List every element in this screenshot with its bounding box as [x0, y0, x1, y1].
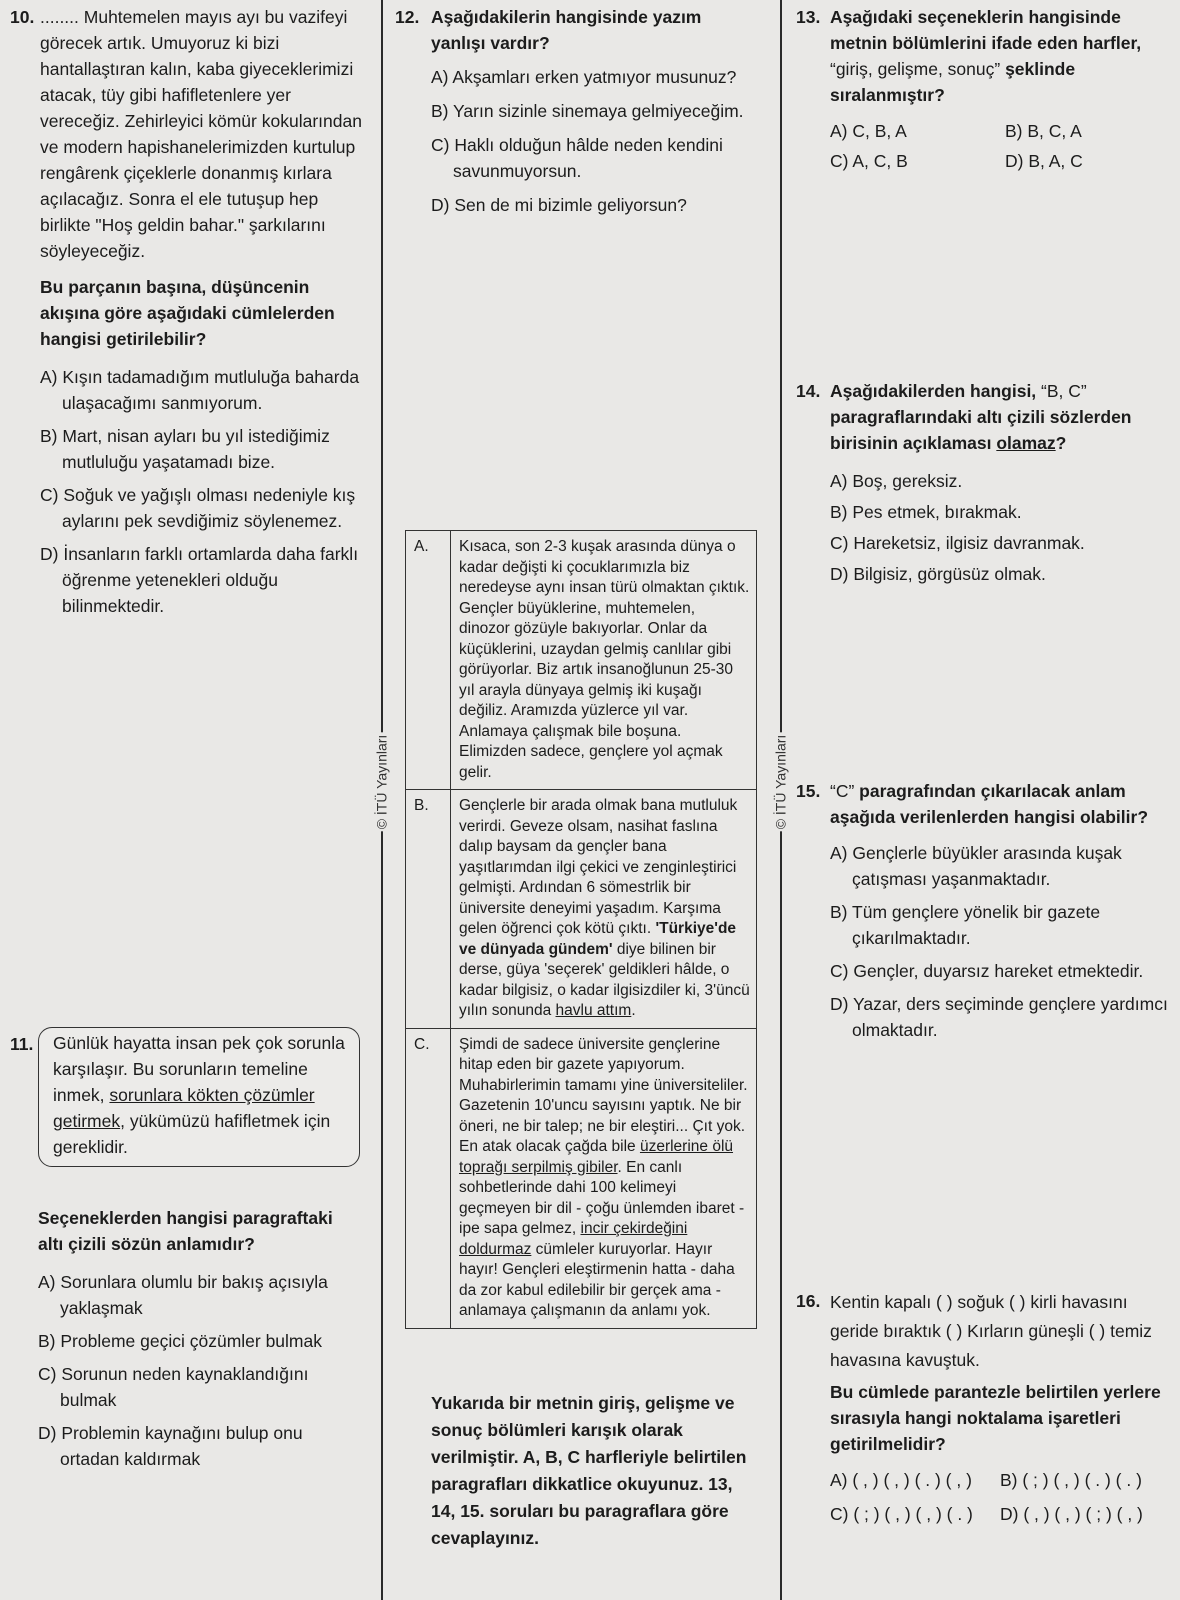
question-stem — [796, 4, 1168, 108]
stem-text: Aşağıdaki seçeneklerin hangisinde metnin bölümlerini ifade eden harfler, — [830, 7, 1142, 53]
question-number: 14. — [796, 381, 821, 401]
option-b[interactable]: B) Probleme geçici çözümler bulmak — [38, 1331, 322, 1351]
stem-text: Aşağıdakilerden hangisi, — [830, 381, 1042, 401]
underlined-phrase: incir çekirdeğini doldurmaz — [459, 1220, 688, 1258]
stem-text: paragraflarındaki altı çizili sözlerden birisinin açıklaması — [830, 407, 1132, 453]
option-a[interactable]: A) Gençlerle büyükler arasında kuşak çatışması yaşanmaktadır. — [830, 843, 1122, 889]
text-segment: cümleler kuruyorlar. Hayır hayır! Gençleri eleştirmenin hatta - daha da zor kabul edilebilir bir gerçek ama - anlamaya çalışmanın da anlamı yok. — [459, 1240, 735, 1319]
option-c[interactable]: C) Sorunun neden kaynaklandığını bulmak — [38, 1364, 309, 1410]
option-c[interactable]: C) Hareketsiz, ilgisiz davranmak. — [830, 533, 1085, 553]
option-a[interactable]: A) C, B, A — [830, 121, 907, 141]
passage-row-c — [406, 1028, 757, 1328]
option-c[interactable]: C) A, C, B — [830, 151, 908, 171]
paragraph-label: C. — [406, 1028, 451, 1328]
question-16 — [796, 1288, 1168, 1527]
question-11 — [10, 1027, 362, 1472]
option-c[interactable]: C) Soğuk ve yağışlı olması nedeniyle kış aylarını pek sevdiğimiz söylenemez. — [40, 485, 356, 531]
option-b[interactable]: B) Yarın sizinle sinemaya gelmiyeceğim. — [431, 101, 744, 121]
text-segment: . En canlı sohbetlerinde dahi 100 kelimeyi geçmeyen bir dil - çoğu ünlemden ibaret - ipe sapa gelmez, — [459, 1158, 745, 1237]
option-a[interactable]: A) ( , ) ( , ) ( . ) ( , ) — [830, 1470, 972, 1490]
passage-box — [38, 1027, 360, 1167]
option-a[interactable]: A) Boş, gereksiz. — [830, 471, 963, 491]
passage-table — [405, 530, 757, 1329]
paragraph-text: Kısaca, son 2-3 kuşak arasında dünya o kadar değişti ki çocuklarımızla biz neredeyse aynı insan türü olmaktan çıktık. Gençler büyüklerine, muhtemelen, dinozor gözüyle bakıyorlar. Onlar da küçüklerini, uzaydan gelmiş canlılar gibi görüyorlar. Biz artık insanoğlunun 25-30 yıl arayla dünyaya gelmiş iki kuşağı değiliz. Aramızda yüzlerce yıl var. Anlamaya çalışmak bile boşuna. Elimizden sadece, gençlere yol açmak gelir. — [459, 538, 750, 781]
question-13 — [796, 4, 1168, 174]
options — [796, 840, 1168, 1043]
text-segment: diye bilinen bir derse, güya 'seçerek' geldikleri hâlde, o kadar bilgisiz, o kadar ilgisizdiler ki, 3'üncü yılın sonunda — [459, 940, 750, 1019]
option-d[interactable]: D) Yazar, ders seçiminde gençlere yardımcı olmaktadır. — [830, 994, 1168, 1040]
option-a[interactable]: A) Sorunlara olumlu bir bakış açısıyla yaklaşmak — [38, 1272, 328, 1318]
options — [796, 118, 1168, 174]
stem-text: şeklinde sıralanmıştır? — [830, 59, 1076, 105]
paragraph-text — [451, 790, 757, 1029]
question-12 — [395, 4, 755, 218]
options — [796, 1467, 1168, 1527]
option-c[interactable]: C) Haklı olduğun hâlde neden kendini savunmuyorsun. — [431, 135, 723, 181]
underlined-phrase: üzerlerine ölü toprağı serpilmiş gibiler — [459, 1138, 734, 1176]
question-10 — [10, 4, 362, 619]
paragraph-label: B. — [406, 790, 451, 1029]
question-number: 16. — [796, 1291, 821, 1311]
option-b[interactable]: B) Mart, nisan ayları bu yıl istediğimiz mutluluğu yaşatamadı bize. — [40, 426, 330, 472]
question-stem: Bu cümlede parantezle belirtilen yerlere sırasıyla hangi noktalama işaretleri getirilmelidir? — [830, 1382, 1161, 1454]
publisher-label: © İTÜ Yayınları — [369, 733, 393, 832]
option-c[interactable]: C) Gençler, duyarsız hareket etmektedir. — [830, 961, 1144, 981]
stem-plain-text: “C” — [830, 781, 855, 801]
paragraph-label: A. — [406, 531, 451, 790]
paragraph-text — [451, 1028, 757, 1328]
question-number: 15. — [796, 781, 821, 801]
options — [395, 64, 755, 218]
column-middle — [395, 0, 765, 1600]
text-segment: Şimdi de sadece üniversite gençlerine hitap eden bir gazete yapıyorum. Muhabirlerimin tamamı yine üniversiteliler. Gazetenin 10'uncu sayısını yaptık. Ne bir öneri, ne bir talep; ne bir eleştiri... Çıt yok. En atak olacak çağda bile — [459, 1035, 748, 1155]
option-d[interactable]: D) Sen de mi bizimle geliyorsun? — [431, 195, 687, 215]
options — [10, 1269, 362, 1472]
stem-text: paragrafından çıkarılacak anlam aşağıda verilenlerden hangisi olabilir? — [830, 781, 1149, 827]
passage-instruction: Yukarıda bir metnin giriş, gelişme ve sonuç bölümleri karışık olarak verilmiştir. A, B, C harfleriyle belirtilen paragrafları dikkatlice okuyunuz. 13, 14, 15. soruları bu paragraflara göre cevaplayınız. — [431, 1393, 747, 1548]
option-b[interactable]: B) Tüm gençlere yönelik bir gazete çıkarılmaktadır. — [830, 902, 1101, 948]
underlined-phrase: havlu attım — [555, 1002, 632, 1019]
option-b[interactable]: B) B, C, A — [1005, 121, 1082, 141]
question-sentence: Kentin kapalı ( ) soğuk ( ) kirli havasını geride bıraktık ( ) Kırların güneşli ( ) temiz havasına kavuştuk. — [830, 1292, 1152, 1370]
stem-plain-text: “B, C” — [1041, 381, 1087, 401]
question-stem — [796, 378, 1168, 456]
column-left — [10, 0, 362, 1600]
option-c[interactable]: C) ( ; ) ( , ) ( , ) ( . ) — [830, 1504, 973, 1524]
column-right — [796, 0, 1171, 1600]
option-d[interactable]: D) Problemin kaynağını bulup onu ortadan kaldırmak — [38, 1423, 303, 1469]
option-d[interactable]: D) B, A, C — [1005, 151, 1083, 171]
text-segment: . — [631, 1002, 636, 1019]
text-segment: Gençlerle bir arada olmak bana mutluluk verirdi. Geveze olsam, nasihat faslına dalıp baysam da gençler bana yaşıtlarımdan ilgi çekici ve zenginleştirici gelmişti. Ardından 6 sömestrlik bir üniversite deneyimi yaşadım. Karşıma gelen öğrenci çok kötü çıktı. — [459, 797, 738, 937]
passage-row-a — [406, 531, 757, 790]
question-14 — [796, 378, 1168, 587]
options — [796, 468, 1168, 587]
question-stem — [796, 778, 1168, 830]
question-number: 11. — [10, 1034, 34, 1054]
passage: ........ Muhtemelen mayıs ayı bu vazifeyi görecek artık. Umuyoruz ki bizi hantallaştıran kalın, kaba giyeceklerimizi atacak, tüy gibi hafifletenlere yer vereceğiz. Zehirleyici kömür kokularından ve modern hapishanelerimizden kurtulup rengârenk çiçeklerle donanmış kırlara açılacağız. Sonra el ele tutuşup hep birlikte "Hoş geldin bahar." şarkılarını söyleyeceğiz. — [40, 7, 362, 261]
question-stem: Aşağıdakilerin hangisinde yazım yanlışı vardır? — [431, 7, 702, 53]
option-d[interactable]: D) ( , ) ( , ) ( ; ) ( , ) — [1000, 1504, 1143, 1524]
option-b[interactable]: B) Pes etmek, bırakmak. — [830, 502, 1022, 522]
question-stem: Bu parçanın başına, düşüncenin akışına göre aşağıdaki cümlelerden hangisi getirilebilir? — [40, 277, 335, 349]
question-number: 13. — [796, 7, 821, 27]
stem-plain-text: “giriş, gelişme, sonuç” — [830, 59, 1001, 79]
question-number: 10. — [10, 7, 35, 27]
option-d[interactable]: D) Bilgisiz, görgüsüz olmak. — [830, 564, 1046, 584]
question-stem: Seçeneklerden hangisi paragraftaki altı çizili sözün anlamıdır? — [38, 1208, 333, 1254]
passage-text: , yükümüzü hafifletmek için gereklidir. — [53, 1111, 331, 1157]
question-number: 12. — [395, 7, 420, 27]
bold-phrase: 'Türkiye'de ve dünyada gündem' — [459, 920, 737, 958]
options — [10, 364, 362, 619]
question-15 — [796, 778, 1168, 1043]
publisher-label: © İTÜ Yayınları — [768, 733, 792, 832]
passage-row-b — [406, 790, 757, 1029]
passage-text: Günlük hayatta insan pek çok sorunla karşılaşır. Bu sorunların temeline inmek, — [53, 1033, 345, 1105]
option-d[interactable]: D) İnsanların farklı ortamlarda daha farklı öğrenme yetenekleri olduğu bilinmektedir. — [40, 544, 359, 616]
stem-text: ? — [1055, 433, 1067, 453]
underlined-word: olamaz — [996, 433, 1056, 453]
underlined-phrase: sorunlara kökten çözümler getirmek — [53, 1085, 315, 1131]
option-a[interactable]: A) Kışın tadamadığım mutluluğa baharda ulaşacağımı sanmıyorum. — [40, 367, 360, 413]
option-a[interactable]: A) Akşamları erken yatmıyor musunuz? — [431, 67, 737, 87]
option-b[interactable]: B) ( ; ) ( , ) ( . ) ( . ) — [1000, 1470, 1142, 1490]
